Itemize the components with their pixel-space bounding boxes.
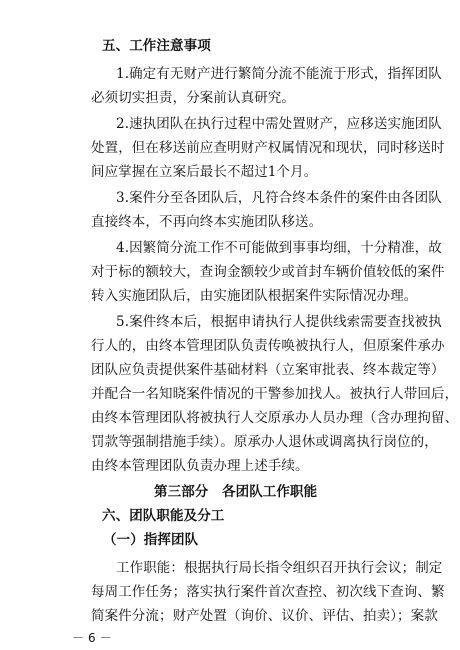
paragraph-line: 工作职能：根据执行局长指令组织召开执行会议；制定: [116, 560, 443, 576]
paragraph-line: 并配合一名知晓案件情况的干警参加找人。被执行人带回后，: [91, 386, 459, 402]
paragraph-line: 处置，但在移送前应查明财产权属情况和现状，同时移送时: [91, 140, 445, 156]
paragraph-line: 3.案件分至各团队后，凡符合终本条件的案件由各团队: [116, 190, 442, 206]
paragraph-line: 5.案件终本后，根据申请执行人提供线索需要查找被执: [116, 314, 442, 330]
paragraph-line: 由终本管理团队将被执行人交原承办人员办理（含办理拘留、: [91, 410, 459, 426]
paragraph-line: 对于标的额较大，查询金额较少或首封车辆价值较低的案件: [91, 264, 445, 280]
paragraph-line: 团队应负责提供案件基础材料（立案审批表、终本裁定等）: [91, 362, 445, 378]
paragraph-line: 转入实施团队后，由实施团队根据案件实际情况办理。: [91, 288, 418, 304]
paragraph-line: 简案件分流；财产处置（询价、议价、评估、拍卖）；案款: [91, 608, 438, 624]
heading-line: 六、团队职能及分工: [102, 508, 225, 524]
paragraph-line: 罚款等强制措施手续）。原承办人退休或调离执行岗位的，: [91, 434, 438, 450]
paragraph-line: 间应掌握在立案后最长不超过1个月。: [91, 164, 318, 180]
paragraph-line: 4.因繁简分流工作不可能做到事事均细，十分精准，故: [116, 240, 442, 256]
paragraph-line: 行人的，由终本管理团队负责传唤被执行人，但原案件承办: [91, 338, 445, 354]
page-number: － 6 －: [72, 631, 112, 645]
paragraph-line: 每周工作任务；落实执行案件首次查控、初次线下查询、繁: [91, 584, 445, 600]
paragraph-line: 2.速执团队在执行过程中需处置财产，应移送实施团队: [116, 116, 442, 132]
paragraph-line: 由终本管理团队负责办理上述手续。: [91, 458, 309, 474]
heading-line: 五、工作注意事项: [102, 38, 211, 54]
heading-line: 第三部分 各团队工作职能: [154, 484, 318, 500]
paragraph-line: 1.确定有无财产进行繁简分流不能流于形式，指挥团队: [116, 66, 442, 82]
heading-line: （一）指挥团队: [103, 532, 199, 548]
paragraph-line: 直接终本，不再向终本实施团队移送。: [91, 214, 323, 230]
paragraph-line: 必须切实担责，分案前认真研究。: [91, 90, 295, 106]
